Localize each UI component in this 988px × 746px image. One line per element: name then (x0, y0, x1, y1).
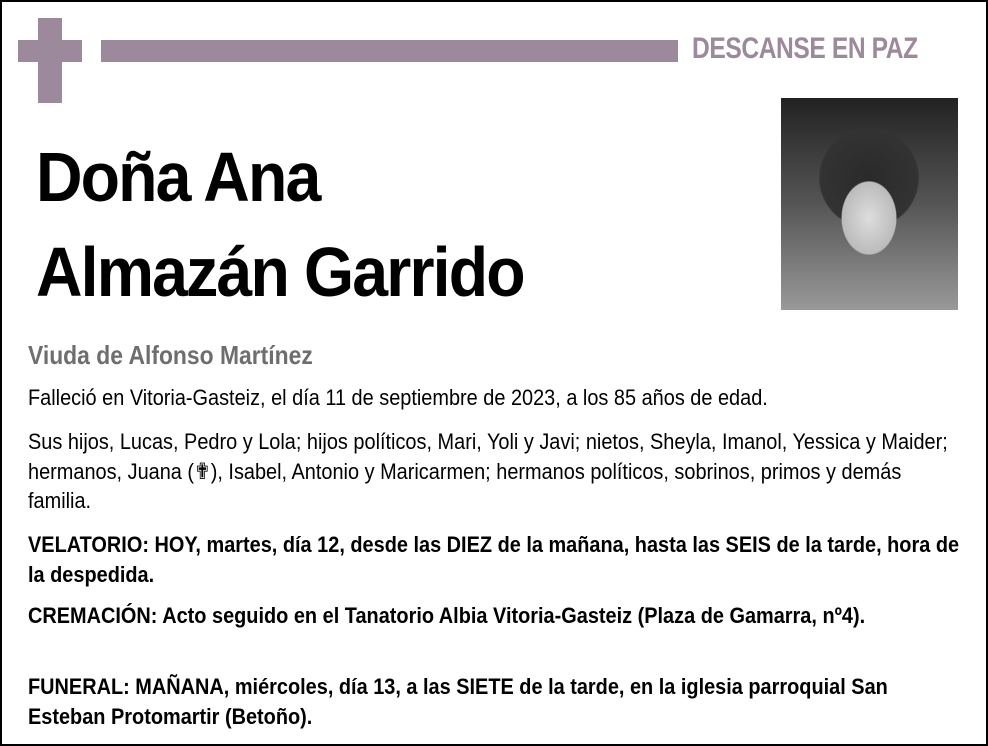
header-bar (101, 40, 678, 62)
cremacion-text: CREMACIÓN: Acto seguido en el Tanatorio Albia Vitoria-Gasteiz (Plaza de Gamarra, nº4). (28, 603, 866, 628)
name-line-1: Doña Ana (36, 138, 320, 216)
funeral-text: FUNERAL: MAÑANA, miércoles, día 13, a las SIETE de la tarde, en la iglesia parroquial San Esteban Protomartir (Betoño). (28, 674, 888, 729)
subtitle: Viuda de Alfonso Martínez (28, 340, 313, 370)
header-title: DESCANSE EN PAZ (692, 32, 918, 65)
death-notice: Falleció en Vitoria-Gasteiz, el día 11 de septiembre de 2023, a los 85 años de edad. (28, 385, 768, 410)
velatorio-text: VELATORIO: HOY, martes, día 12, desde las DIEZ de la mañana, hasta las SEIS de la tarde, hora de la despedida. (28, 532, 960, 587)
portrait-photo (781, 98, 958, 310)
family-text: Sus hijos, Lucas, Pedro y Lola; hijos políticos, Mari, Yoli y Javi; nietos, Sheyla, Imanol, Yessica y Maider; hermanos, Juana (✟), Isabel, Antonio y Maricarmen; hermanos políticos, sobrinos, primos y demás familia. (28, 429, 948, 513)
cross-horizontal (18, 40, 82, 62)
name-line-2: Almazán Garrido (36, 233, 524, 311)
